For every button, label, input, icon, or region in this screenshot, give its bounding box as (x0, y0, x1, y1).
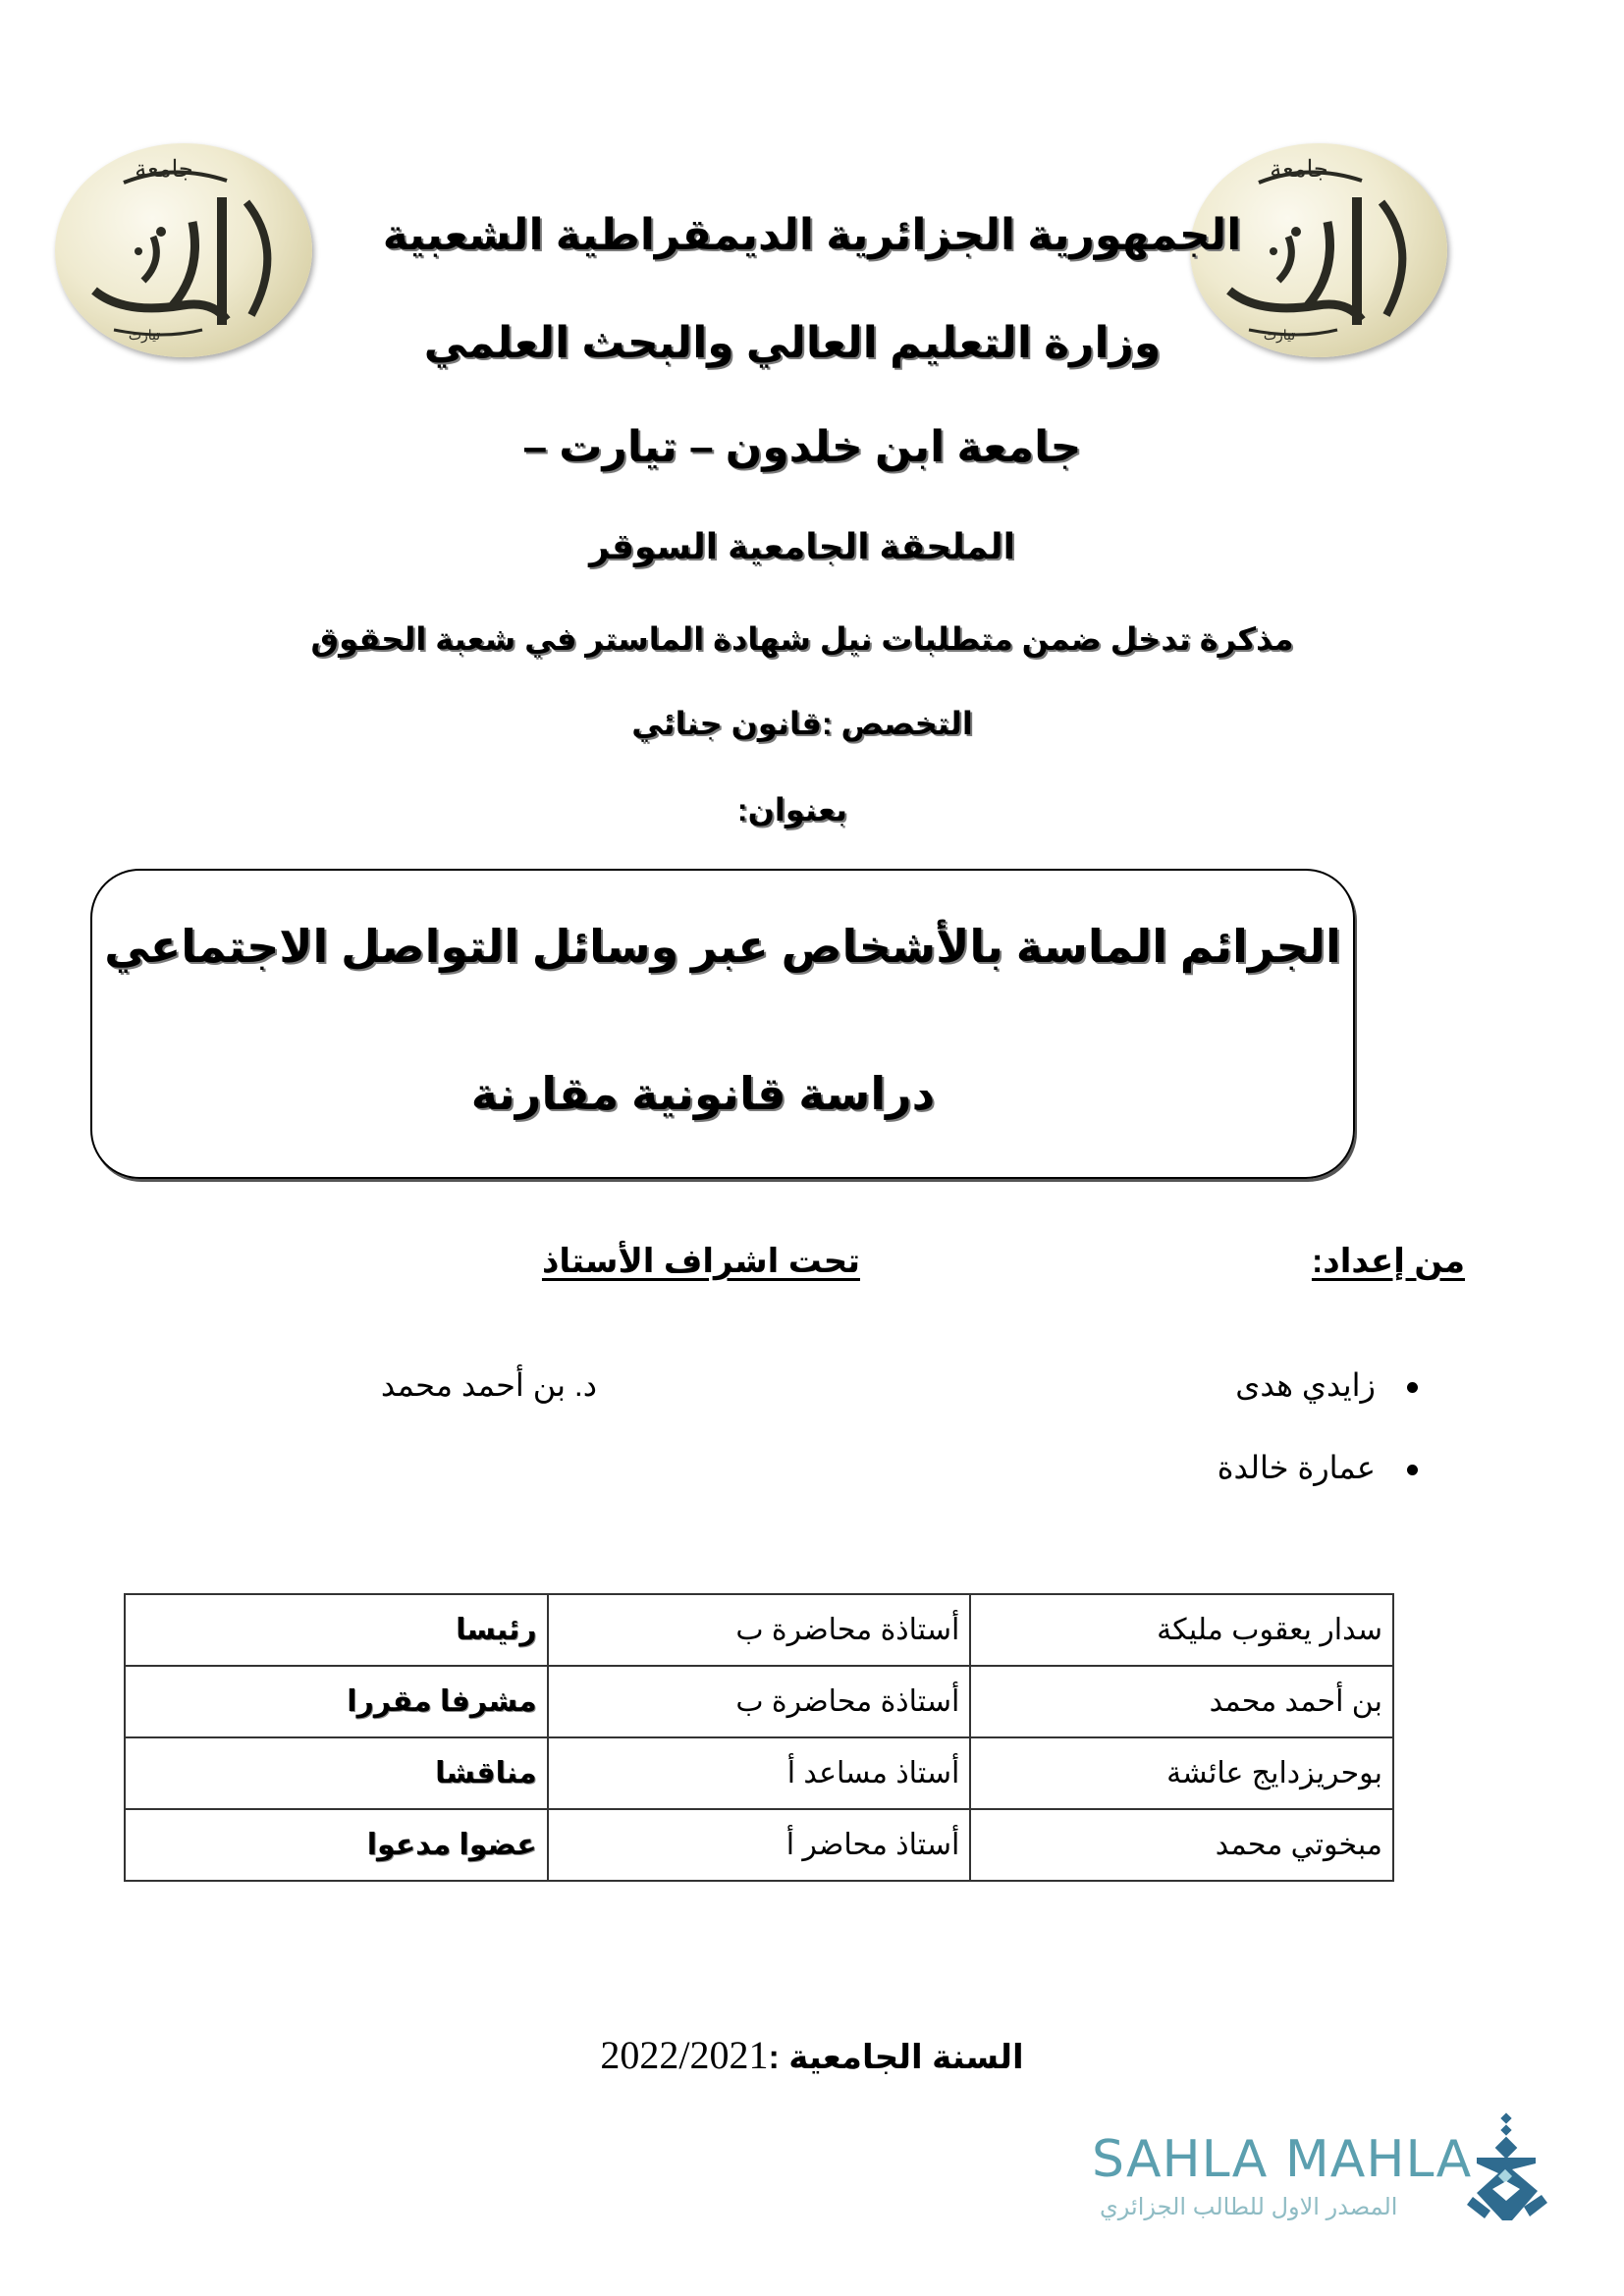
thesis-title: الجرائم الماسة بالأشخاص عبر وسائل التواصل الاجتماعي (104, 921, 1341, 972)
emblem-label-bottom: تيارت (1263, 328, 1296, 344)
emblem-label-top: جامعة (135, 155, 193, 183)
jury-table (124, 1593, 1394, 1882)
emblem-label-bottom: تيارت (128, 328, 161, 344)
table-row (125, 1594, 1393, 1666)
university-heading: جامعة ابن خلدون – تيارت – (522, 423, 1082, 471)
jury-rank: أستاذ محاضر أ (548, 1809, 971, 1881)
academic-year-value: 2022/2021 (600, 2033, 769, 2077)
author-item (1235, 1366, 1418, 1404)
logo-brand-text: SAHLA MAHLA (1092, 2130, 1473, 2189)
jury-name: سدار يعقوب مليكة (970, 1594, 1393, 1666)
author-name: عمارة خالدة (1217, 1450, 1376, 1485)
thesis-title-box (90, 869, 1355, 1179)
sahla-mahla-logo (1092, 2122, 1543, 2230)
academic-year (0, 2032, 1624, 2078)
jury-role: مشرفا مقررا (125, 1666, 548, 1737)
jury-role: عضوا مدعوا (125, 1809, 548, 1881)
supervisor-name: د. بن أحمد محمد (380, 1367, 597, 1403)
academic-year-label: السنة الجامعية : (768, 2039, 1024, 2076)
supervisor-heading: تحت اشراف الأستاذ (541, 1243, 860, 1280)
thesis-subtitle: دراسة قانونية مقارنة (470, 1068, 936, 1119)
jury-name: بوحريزدايج عائشة (970, 1737, 1393, 1809)
title-label: بعنوان: (736, 792, 848, 828)
table-row (125, 1666, 1393, 1737)
annex-heading: الملحقة الجامعية السوقر (589, 526, 1015, 566)
authors-heading: من إعداد: (1311, 1243, 1465, 1280)
thesis-purpose: مذكرة تدخل ضمن متطلبات نيل شهادة الماستر في شعبة الحقوق (310, 621, 1294, 657)
jury-name: مبخوتي محمد (970, 1809, 1393, 1881)
jury-role: مناقشا (125, 1737, 548, 1809)
specialty: التخصص :قانون جنائي (631, 706, 973, 741)
author-item (1218, 1449, 1418, 1486)
bullet-icon (1407, 1465, 1418, 1475)
jury-role: رئيسا (125, 1594, 548, 1666)
table-row (125, 1737, 1393, 1809)
author-name: زايدي هدى (1235, 1367, 1376, 1403)
jury-rank: أستاذ مساعد أ (548, 1737, 971, 1809)
jury-name: بن أحمد محمد (970, 1666, 1393, 1737)
jury-rank: أستاذة محاضرة ب (548, 1594, 971, 1666)
ministry-heading: وزارة التعليم العالي والبحث العلمي (423, 319, 1162, 367)
bullet-icon (1407, 1382, 1418, 1393)
jury-rank: أستاذة محاضرة ب (548, 1666, 971, 1737)
republic-heading: الجمهورية الجزائرية الديمقراطية الشعبية (382, 211, 1242, 259)
logo-tagline: المصدر الاول للطالب الجزائري (1100, 2194, 1398, 2220)
emblem-label-top: جامعة (1270, 155, 1328, 183)
sahla-mahla-logo-icon (1463, 2112, 1551, 2230)
table-row (125, 1809, 1393, 1881)
